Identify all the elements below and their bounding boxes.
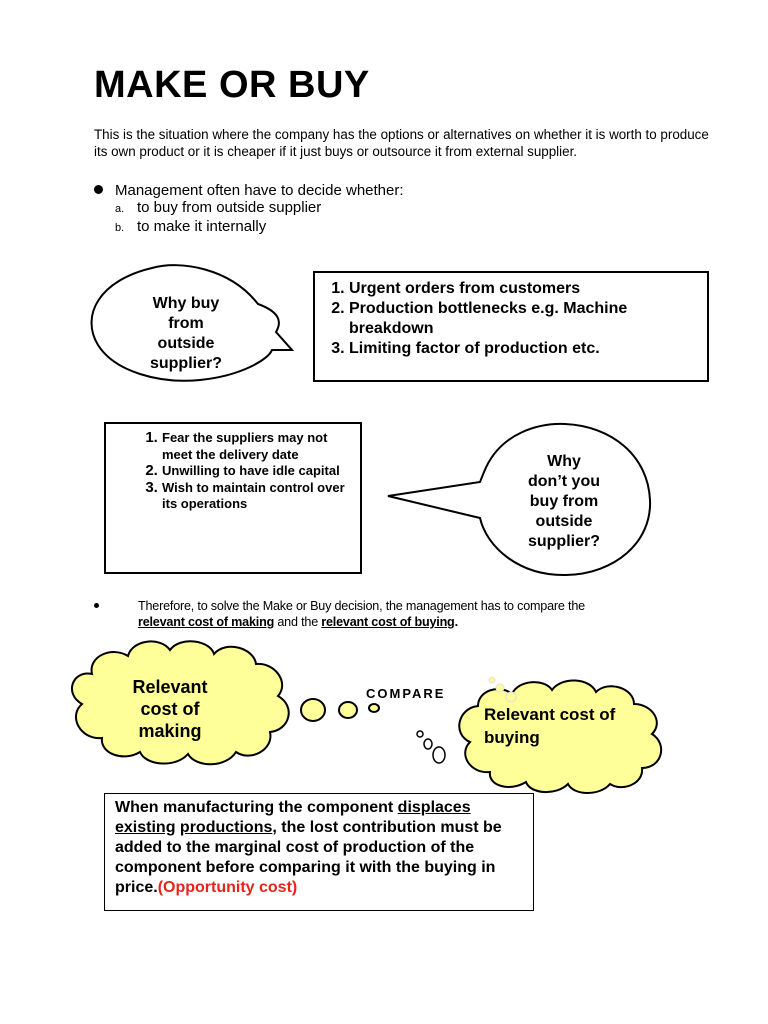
list-item: 3. Wish to maintain control over its operations <box>162 480 350 513</box>
list-item: 3. Limiting factor of production etc. <box>349 339 697 359</box>
bullet-dot-icon <box>94 185 103 194</box>
thought-circle <box>369 704 379 712</box>
list-item: 1. Fear the suppliers may not meet the delivery date <box>162 430 350 463</box>
intro-paragraph: This is the situation where the company has the options or alternatives on whether it is worth to produce its own product or it is cheaper if it just buys or outsource it from external supplier. <box>94 127 709 159</box>
list-item: 2. Unwilling to have idle capital <box>162 463 350 480</box>
why-buy-reasons-box <box>313 271 709 382</box>
list-item: 2. Production bottlenecks e.g. Machine breakdown <box>349 299 697 339</box>
thought-circle <box>489 677 495 683</box>
option-item: a. to buy from outside supplier <box>115 199 322 216</box>
opportunity-cost-box: When manufacturing the component displaces existing productions, the lost contribution must be added to the marginal cost of production of the component before comparing it with the buying in price.(Opportunity cost) <box>104 793 534 911</box>
management-heading: Management often have to decide whether: <box>115 182 404 199</box>
list-item: 1. Urgent orders from customers <box>349 279 697 299</box>
bullet-dot-icon <box>94 603 99 608</box>
thought-circle <box>424 739 432 749</box>
thought-circle <box>496 684 504 692</box>
why-buy-bubble-text: Why buy from outside supplier? <box>149 295 222 372</box>
relevant-cost-making-text: relevant cost of making <box>138 615 275 629</box>
thought-circle <box>506 692 516 702</box>
cloud-right-text: Relevant cost of buying <box>484 705 616 747</box>
compare-label: COMPARE <box>366 686 446 701</box>
thought-circle <box>301 699 325 721</box>
why-not-buy-bubble-text: Why don’t you buy from outside supplier? <box>527 453 600 550</box>
therefore-paragraph: Therefore, to solve the Make or Buy decision, the management has to compare the relevant cost of making and the relevant cost of buying. <box>138 599 585 629</box>
relevant-cost-buying-text: relevant cost of buying <box>321 615 455 629</box>
management-bullet <box>94 182 404 237</box>
thought-circle <box>433 747 445 763</box>
thought-circle <box>339 702 357 718</box>
cloud-left-text: Relevant cost of making <box>132 677 208 741</box>
opportunity-cost-highlight: (Opportunity cost) <box>157 879 298 896</box>
why-not-buy-reasons-box <box>104 422 362 574</box>
thought-circle <box>417 731 423 737</box>
page-title: MAKE OR BUY <box>94 64 370 106</box>
option-item: b. to make it internally <box>115 218 267 235</box>
